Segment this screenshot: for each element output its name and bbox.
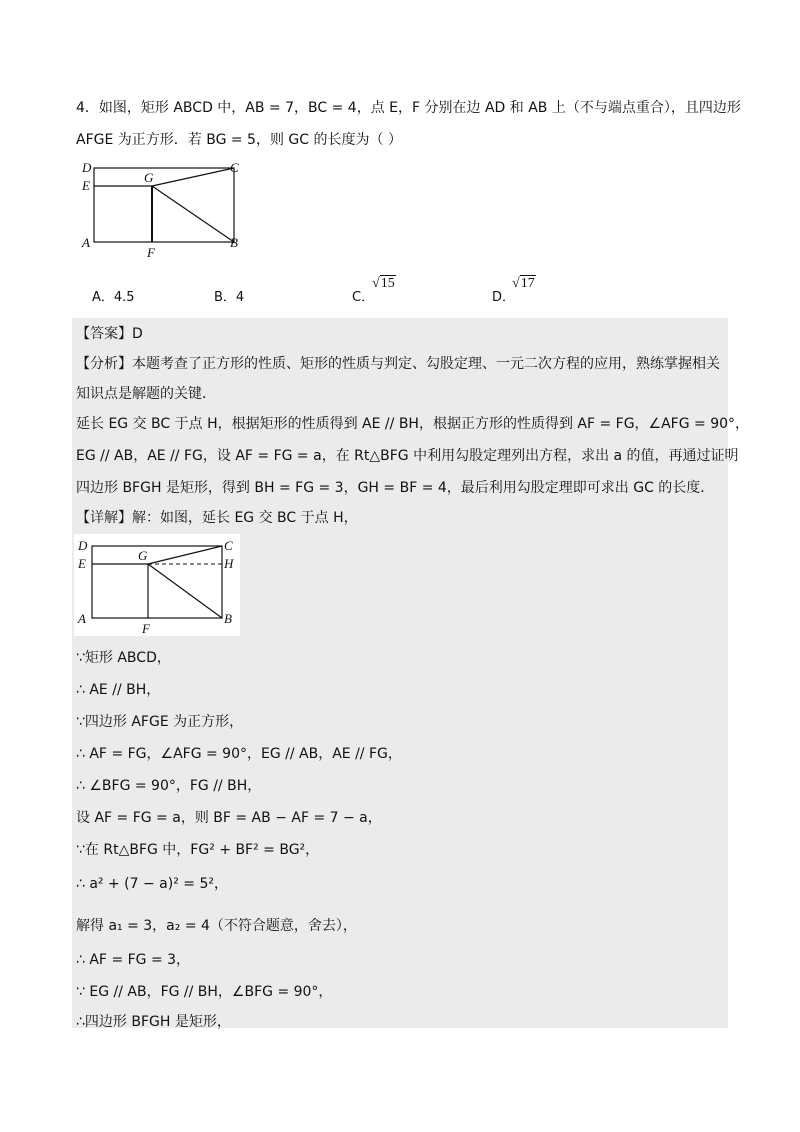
figure-2 bbox=[74, 534, 240, 636]
fig2-label-B: B bbox=[224, 611, 232, 626]
fig2-label-C: C bbox=[224, 538, 233, 553]
fig2-label-D: D bbox=[78, 538, 88, 553]
answer: 【答案】D bbox=[76, 326, 143, 342]
analysis-line-2: 知识点是解题的关键． bbox=[76, 386, 216, 402]
question-line-2: AFGE 为正方形．若 BG = 5，则 GC 的长度为（ ） bbox=[76, 132, 402, 148]
option-d-sqrt: √17 bbox=[512, 276, 535, 291]
option-d-prefix: D． bbox=[492, 290, 516, 305]
fig2-label-F: F bbox=[142, 621, 150, 636]
fig1-label-F: F bbox=[147, 245, 155, 260]
step-4: ∴ AF = FG，∠AFG = 90°，EG // AB，AE // FG， bbox=[76, 746, 402, 762]
analysis-line-1: 【分析】本题考查了正方形的性质、矩形的性质与判定、勾股定理、一元二次方程的应用，熟练掌握相关 bbox=[76, 356, 720, 372]
step-10: ∴ AF = FG = 3， bbox=[76, 952, 191, 968]
analysis-line-4: EG // AB，AE // FG，设 AF = FG = a，在 Rt△BFG 中利用勾股定理列出方程，求出 a 的值，再通过证明 bbox=[76, 448, 739, 464]
option-d-value: 17 bbox=[520, 276, 535, 291]
fig2-label-E: E bbox=[78, 556, 86, 571]
step-1: ∵矩形 ABCD， bbox=[76, 650, 171, 666]
step-2: ∴ AE // BH， bbox=[76, 682, 161, 698]
analysis-line-5: 四边形 BFGH 是矩形，得到 BH = FG = 3，GH = BF = 4，最后利用勾股定理即可求出 GC 的长度． bbox=[76, 480, 715, 496]
fig2-label-G: G bbox=[138, 548, 148, 563]
step-11: ∵ EG // AB，FG // BH，∠BFG = 90°， bbox=[76, 984, 333, 1000]
step-6: 设 AF = FG = a，则 BF = AB − AF = 7 − a， bbox=[76, 810, 382, 826]
step-7: ∵在 Rt△BFG 中，FG² + BF² = BG²， bbox=[76, 842, 320, 858]
option-b: B．4 bbox=[214, 290, 245, 305]
fig1-label-E: E bbox=[82, 178, 90, 193]
option-c-prefix: C． bbox=[352, 290, 375, 305]
fig2-label-A: A bbox=[78, 611, 86, 626]
option-c-sqrt: √15 bbox=[372, 276, 395, 291]
fig1-label-A: A bbox=[82, 235, 90, 250]
fig1-label-G: G bbox=[144, 170, 154, 185]
fig1-label-C: C bbox=[230, 160, 239, 175]
detail-intro: 【详解】解：如图，延长 EG 交 BC 于点 H， bbox=[76, 510, 358, 526]
analysis-line-3: 延长 EG 交 BC 于点 H，根据矩形的性质得到 AE // BH，根据正方形的性质得到 AF = FG，∠AFG = 90°， bbox=[76, 416, 750, 432]
option-c-value: 15 bbox=[380, 276, 395, 291]
fig2-label-H: H bbox=[224, 556, 234, 571]
step-12: ∴四边形 BFGH 是矩形， bbox=[76, 1014, 231, 1030]
question-line-1: 4．如图，矩形 ABCD 中，AB = 7，BC = 4，点 E，F 分别在边 AD 和 AB 上（不与端点重合），且四边形 bbox=[76, 100, 741, 116]
figure-1 bbox=[76, 158, 246, 260]
fig1-label-B: B bbox=[230, 235, 238, 250]
step-5: ∴ ∠BFG = 90°，FG // BH， bbox=[76, 778, 262, 794]
step-9: 解得 a₁ = 3，a₂ = 4（不符合题意，舍去）， bbox=[76, 918, 357, 934]
step-8: ∴ a² + (7 − a)² = 5²， bbox=[76, 876, 228, 892]
fig1-label-D: D bbox=[82, 160, 92, 175]
step-3: ∵四边形 AFGE 为正方形， bbox=[76, 714, 244, 730]
option-a: A．4.5 bbox=[92, 290, 135, 305]
